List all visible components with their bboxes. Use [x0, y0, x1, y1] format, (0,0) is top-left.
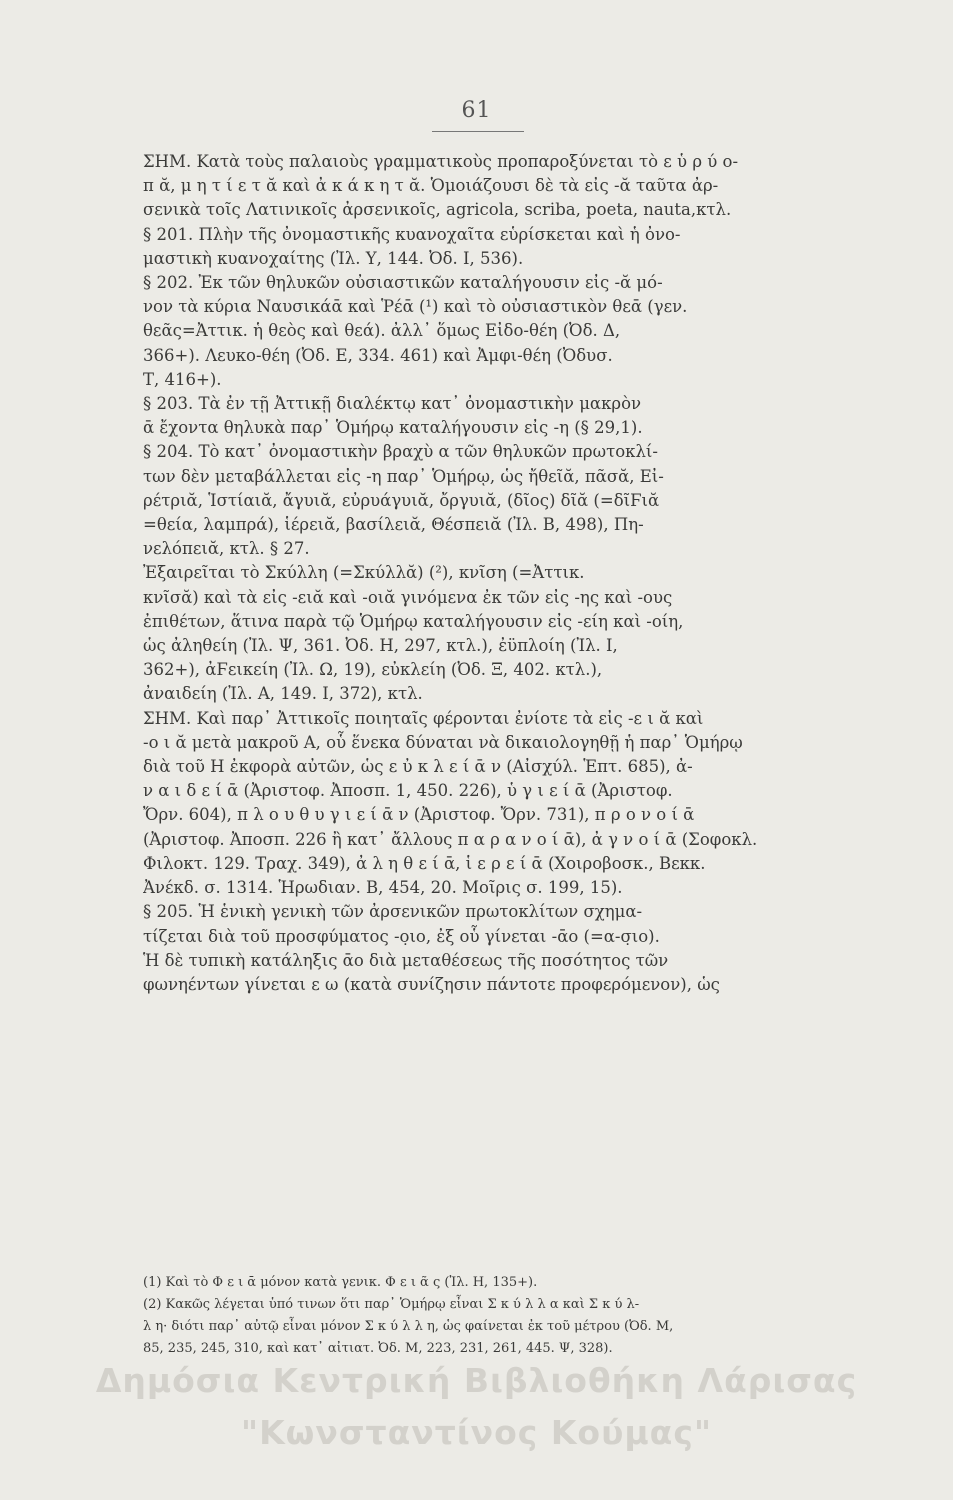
- text-line: ὡς ἀληθείη (Ἰλ. Ψ, 361. Ὀδ. Η, 297, κτλ.), ἐϋπλοίη (Ἰλ. Ι,: [143, 636, 618, 656]
- text-line: ν α ι δ ε ί ᾱ (Ἀριστοφ. Ἀποσπ. 1, 450. 226), ὑ γ ι ε ί ᾱ (Ἀριστοφ.: [143, 781, 673, 801]
- footnotes: [143, 1272, 815, 1360]
- footnote-line: (1) Καὶ τὸ Φ ε ι ᾱ μόνον κατὰ γενικ. Φ ε ι ᾶ ς (Ἰλ. Η, 135+).: [143, 1275, 538, 1290]
- text-line: Ἡ δὲ τυπικὴ κατάληξις ᾱο διὰ μεταθέσεως τῆς ποσότητος τῶν: [143, 950, 669, 970]
- footnote-line: (2) Κακῶς λέγεται ὑπό τινων ὅτι παρ᾿ Ὁμήρῳ εἶναι Σ κ ύ λ λ α καὶ Σ κ ύ λ-: [143, 1297, 640, 1312]
- page-number: 61: [461, 98, 492, 123]
- text-line: § 202. Ἐκ τῶν θηλυκῶν οὐσιαστικῶν καταλήγουσιν εἰς -ᾰ μό-: [143, 273, 663, 293]
- footnote-line: λ η· διότι παρ᾿ αὐτῷ εἶναι μόνον Σ κ ύ λ λ η, ὡς φαίνεται ἐκ τοῦ μέτρου (Ὀδ. Μ,: [143, 1319, 674, 1334]
- text-line: ρέτριᾰ, Ἱστίαιᾰ, ἄγυιᾰ, εὐρυάγυιᾰ, ὄργυιᾰ, (δῖος) δῖᾰ (=δῖϜιᾰ: [143, 490, 660, 510]
- text-line: διὰ τοῦ Η ἐκφορὰ αὐτῶν, ὡς ε ὐ κ λ ε ί ᾱ ν (Αἰσχύλ. Ἑπτ. 685), ἀ-: [143, 757, 693, 777]
- text-line: Ὄρν. 604), π λ ο υ θ υ γ ι ε ί ᾱ ν (Ἀριστοφ. Ὄρν. 731), π ρ ο ν ο ί ᾱ: [143, 805, 695, 825]
- text-line: 366+). Λευκο-θέη (Ὀδ. Ε, 334. 461) καὶ Ἀμφι-θέη (Ὀδυσ.: [143, 345, 613, 365]
- text-line: ΣΗΜ. Κατὰ τοὺς παλαιοὺς γραμματικοὺς προπαροξύνεται τὸ ε ὑ ρ ύ ο-: [143, 152, 739, 171]
- text-line: -ο ι ᾰ μετὰ μακροῦ Α, οὗ ἕνεκα δύναται νὰ δικαιολογηθῇ ἡ παρ᾿ Ὁμήρῳ: [143, 732, 743, 752]
- watermark-line-2: "Κωνσταντίνος Κούμας": [240, 1413, 713, 1452]
- header-rule: [432, 131, 524, 132]
- text-line: σενικὰ τοῖς Λατινικοῖς ἀρσενικοῖς, agricola, scriba, poeta, nauta,κτλ.: [143, 200, 732, 220]
- watermark-line-1: Δημόσια Κεντρική Βιβλιοθήκη Λάρισας: [95, 1361, 858, 1400]
- text-line: =θεία, λαμπρά), ἱέρειᾰ, βασίλειᾰ, Θέσπειᾰ (Ἰλ. Β, 498), Πη-: [143, 515, 644, 535]
- footnote-line: 85, 235, 245, 310, καὶ κατ᾿ αἰτιατ. Ὀδ. Μ, 223, 231, 261, 445. Ψ, 328).: [143, 1341, 613, 1356]
- text-line: ΣΗΜ. Καὶ παρ᾿ Ἀττικοῖς ποιηταῖς φέρονται ἐνίοτε τὰ εἰς -ε ι ᾰ καὶ: [143, 708, 704, 728]
- text-line: § 204. Τὸ κατ᾿ ὀνομαστικὴν βραχὺ α τῶν θηλυκῶν πρωτοκλί-: [143, 442, 658, 462]
- text-line: § 203. Τὰ ἐν τῇ Ἀττικῇ διαλέκτῳ κατ᾿ ὀνομαστικὴν μακρὸν: [143, 394, 642, 414]
- text-line: Ἐξαιρεῖται τὸ Σκύλλη (=Σκύλλᾰ) (²), κνῖση (=Ἀττικ.: [143, 563, 585, 583]
- text-line: π ᾰ, μ η τ ί ε τ ᾰ καὶ ἀ κ ά κ η τ ᾰ. Ὁμοιάζουσι δὲ τὰ εἰς -ᾰ ταῦτα ἀρ-: [143, 176, 719, 196]
- text-line: θεᾶς=Ἀττικ. ἡ θεὸς καὶ θεά). ἀλλ᾿ ὅμως Εἰδο-θέη (Ὀδ. Δ,: [143, 321, 621, 341]
- text-line: κνῖσᾰ) καὶ τὰ εἰς -ειᾰ καὶ -οιᾰ γινόμενα ἐκ τῶν εἰς -ης καὶ -ους: [143, 587, 673, 607]
- text-line: Ἀνέκδ. σ. 1314. Ἡρωδιαν. Β, 454, 20. Μοῖρις σ. 199, 15).: [143, 878, 623, 898]
- library-watermark: [0, 1355, 953, 1459]
- text-line: φωνηέντων γίνεται ε ω (κατὰ συνίζησιν πάντοτε προφερόμενον), ὡς: [143, 974, 720, 994]
- text-line: τίζεται διὰ τοῦ προσφύματος -ο̣ιο, ἐξ οὗ γίνεται -ᾱο (=α-σ̣ιο).: [143, 926, 660, 946]
- text-line: μαστικὴ κυανοχαίτης (Ἰλ. Υ, 144. Ὀδ. Ι, 536).: [143, 248, 524, 268]
- text-line: Φιλοκτ. 129. Τραχ. 349), ἀ λ η θ ε ί ᾱ, ἱ ε ρ ε ί ᾱ (Χοιροβοσκ., Βεκκ.: [143, 853, 706, 873]
- text-line: 362+), ἀϜεικείη (Ἰλ. Ω, 19), εὐκλείη (Ὀδ. Ξ, 402. κτλ.),: [143, 660, 603, 680]
- text-line: § 205. Ἡ ἑνικὴ γενικὴ τῶν ἀρσενικῶν πρωτοκλίτων σχημα-: [143, 902, 643, 922]
- text-line: § 201. Πλὴν τῆς ὀνομαστικῆς κυανοχαῖτα εὑρίσκεται καὶ ἡ ὀνο-: [143, 224, 681, 244]
- text-line: των δὲν μεταβάλλεται εἰς -η παρ᾿ Ὁμήρῳ, ὡς ἤθεῖᾰ, πᾶσᾰ, Εἰ-: [143, 466, 664, 486]
- text-line: Τ, 416+).: [143, 369, 222, 389]
- text-line: νον τὰ κύρια Ναυσικάᾱ καὶ Ῥέᾱ (¹) καὶ τὸ οὐσιαστικὸν θεᾱ (γεν.: [143, 297, 688, 317]
- text-line: νελόπειᾰ, κτλ. § 27.: [143, 539, 310, 559]
- text-line: ᾱ ἔχοντα θηλυκὰ παρ᾿ Ὁμήρῳ καταλήγουσιν εἰς -η (§ 29,1).: [143, 418, 643, 438]
- body-text: [143, 150, 815, 997]
- text-line: (Ἀριστοφ. Ἀποσπ. 226 ἢ κατ᾿ ἄλλους π α ρ α ν ο ί ᾱ), ἀ γ ν ο ί ᾱ (Σοφοκλ.: [143, 829, 758, 849]
- text-line: ἀναιδείη (Ἰλ. Α, 149. Ι, 372), κτλ.: [143, 684, 423, 704]
- text-line: ἐπιθέτων, ἅτινα παρὰ τῷ Ὁμήρῳ καταλήγουσιν εἰς -είη καὶ -οίη,: [143, 611, 684, 631]
